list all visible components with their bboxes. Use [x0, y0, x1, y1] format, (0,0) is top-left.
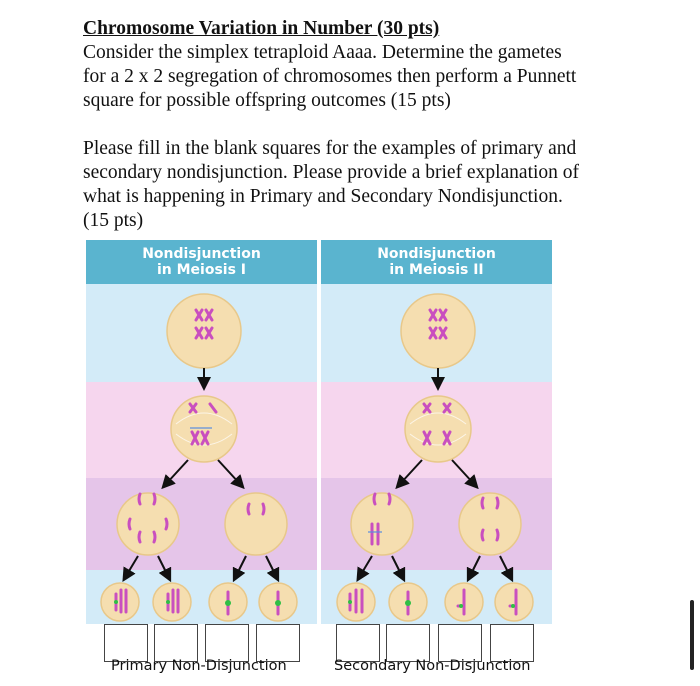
answer-box-secondary-2[interactable]: [386, 624, 430, 662]
gamete-right-2: [389, 583, 427, 621]
meiosis-2-cell-left-b: [225, 493, 287, 555]
answer-box-primary-3[interactable]: [205, 624, 249, 662]
instruction-line: (15 pts): [83, 210, 144, 231]
instruction-line: Please fill in the blank squares for the examples of primary and: [83, 138, 577, 159]
arrow: [360, 556, 372, 576]
label-primary: Primary Non-Disjunction: [111, 658, 287, 674]
arrow: [400, 460, 422, 484]
meiosis-1-cell-left: [171, 396, 237, 462]
answer-box-secondary-4[interactable]: [490, 624, 534, 662]
arrow: [452, 460, 474, 484]
instruction-line: what is happening in Primary and Secondary Nondisjunction.: [83, 186, 563, 207]
label-secondary: Secondary Non-Disjunction: [334, 658, 531, 674]
question-text: [83, 17, 623, 113]
arrow: [236, 556, 246, 576]
gamete-right-3: [445, 583, 483, 621]
answer-box-primary-1[interactable]: [104, 624, 148, 662]
arrow: [158, 556, 168, 576]
answer-box-primary-2[interactable]: [154, 624, 198, 662]
instructions-text: [83, 137, 623, 233]
meiosis-2-cell-right-b: [459, 493, 521, 555]
answer-box-secondary-1[interactable]: [336, 624, 380, 662]
question-line: for a 2 x 2 segregation of chromosomes then perform a Punnett: [83, 66, 577, 87]
header-meiosis-2: Nondisjunction in Meiosis II: [321, 240, 552, 284]
gamete-left-3: [209, 583, 247, 621]
diagram-headers: [86, 240, 552, 284]
arrow: [166, 460, 188, 484]
gamete-right-4: [495, 583, 533, 621]
instruction-line: secondary nondisjunction. Please provide a brief explanation of: [83, 162, 580, 183]
parent-cell-left: [167, 294, 241, 368]
meiosis-1-cell-right: [405, 396, 471, 462]
gamete-right-1: [337, 583, 375, 621]
arrow: [218, 460, 240, 484]
arrow: [392, 556, 402, 576]
diagram-graphics: [86, 284, 552, 624]
question-title: Chromosome Variation in Number (30 pts): [83, 18, 440, 39]
arrow: [266, 556, 276, 576]
scrollbar[interactable]: [690, 600, 694, 670]
parent-cell-right: [401, 294, 475, 368]
arrow: [500, 556, 510, 576]
question-line: square for possible offspring outcomes (15 pts): [83, 90, 451, 111]
header-meiosis-1: Nondisjunction in Meiosis I: [86, 240, 317, 284]
meiosis-2-cell-left-a: [117, 493, 179, 555]
answer-box-secondary-3[interactable]: [438, 624, 482, 662]
question-line: Consider the simplex tetraploid Aaaa. Determine the gametes: [83, 42, 562, 63]
gamete-left-2: [153, 583, 191, 621]
gamete-left-4: [259, 583, 297, 621]
answer-box-primary-4[interactable]: [256, 624, 300, 662]
arrow: [470, 556, 480, 576]
nondisjunction-diagram: [86, 284, 552, 624]
meiosis-2-cell-right-a: [351, 493, 413, 555]
arrow: [126, 556, 138, 576]
gamete-left-1: [101, 583, 139, 621]
